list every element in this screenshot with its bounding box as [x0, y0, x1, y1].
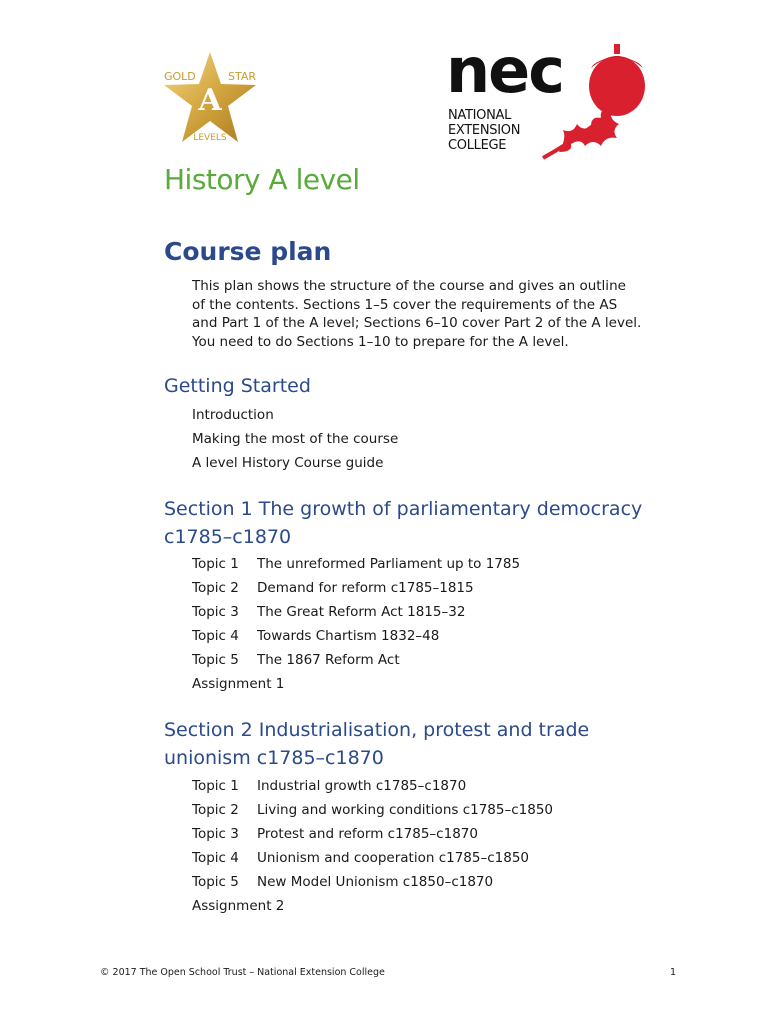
acorn-oak-leaf-icon [539, 42, 654, 160]
list-item [192, 554, 520, 578]
course-plan-heading: Course plan [164, 237, 332, 266]
topic-number: Topic 4 [192, 628, 239, 644]
list-item [192, 776, 553, 800]
list-item: A level History Course guide [192, 455, 384, 471]
gold-star-a-levels-logo [160, 50, 260, 146]
gold-star-word-levels: LEVELS [193, 133, 227, 143]
page-footer [100, 967, 676, 978]
list-item [192, 650, 520, 674]
section-2-topic-list [192, 776, 553, 920]
nec-line-extension: EXTENSION [448, 123, 521, 138]
list-item [192, 800, 553, 824]
topic-number: Topic 4 [192, 850, 239, 866]
list-item [192, 578, 520, 602]
section-1-heading: Section 1 The growth of parliamentary democracy c1785–c1870 [164, 498, 643, 548]
topic-number: Topic 3 [192, 826, 239, 842]
footer-copyright: © 2017 The Open School Trust – National Extension College [100, 967, 385, 978]
section-2-heading: Section 2 Industrialisation, protest and trade unionism c1785–c1870 [164, 719, 590, 769]
page-number: 1 [669, 967, 676, 978]
topic-title: The Great Reform Act 1815–32 [257, 604, 466, 620]
topic-title: Living and working conditions c1785–c1850 [257, 802, 554, 818]
list-item: Making the most of the course [192, 431, 399, 447]
topic-number: Topic 2 [192, 802, 239, 818]
list-item [192, 848, 553, 872]
list-item [192, 872, 553, 896]
topic-number: Topic 5 [192, 652, 239, 668]
topic-number: Topic 3 [192, 604, 239, 620]
course-plan-intro: This plan shows the structure of the course and gives an outline of the contents. Sections 1–5 cover the requirements of the AS and Part 1 of the A level; Sections 6–10 cover Part 2 of the A level. You need to do Sections 1–10 to prepare for the A level. [192, 278, 642, 350]
gold-star-letter: A [198, 83, 222, 118]
gold-star-word-star: STAR [228, 70, 257, 83]
assignment-item: Assignment 1 [192, 676, 285, 692]
list-item [192, 626, 520, 650]
topic-title: New Model Unionism c1850–c1870 [257, 874, 494, 890]
topic-number: Topic 1 [192, 556, 239, 572]
topic-number: Topic 1 [192, 778, 239, 794]
topic-title: The 1867 Reform Act [257, 652, 400, 668]
nec-logo [444, 34, 654, 162]
topic-title: Industrial growth c1785–c1870 [257, 778, 467, 794]
getting-started-list [192, 405, 398, 477]
topic-title: Protest and reform c1785–c1870 [257, 826, 478, 842]
assignment-item: Assignment 2 [192, 898, 285, 914]
list-item: Introduction [192, 407, 274, 423]
list-item [192, 602, 520, 626]
topic-title: Unionism and cooperation c1785–c1850 [257, 850, 530, 866]
topic-title: The unreformed Parliament up to 1785 [257, 556, 521, 572]
nec-line-college: COLLEGE [448, 138, 507, 153]
getting-started-heading: Getting Started [164, 375, 311, 397]
topic-title: Demand for reform c1785–1815 [257, 580, 474, 596]
nec-wordmark: nec [446, 34, 563, 107]
nec-subtitle [448, 108, 520, 153]
section-1-topic-list [192, 554, 520, 698]
topic-number: Topic 2 [192, 580, 239, 596]
topic-title: Towards Chartism 1832–48 [257, 628, 440, 644]
topic-number: Topic 5 [192, 874, 239, 890]
gold-star-word-gold: GOLD [164, 70, 196, 83]
document-title: History A level [164, 163, 360, 196]
nec-line-national: NATIONAL [448, 108, 512, 123]
list-item [192, 824, 553, 848]
